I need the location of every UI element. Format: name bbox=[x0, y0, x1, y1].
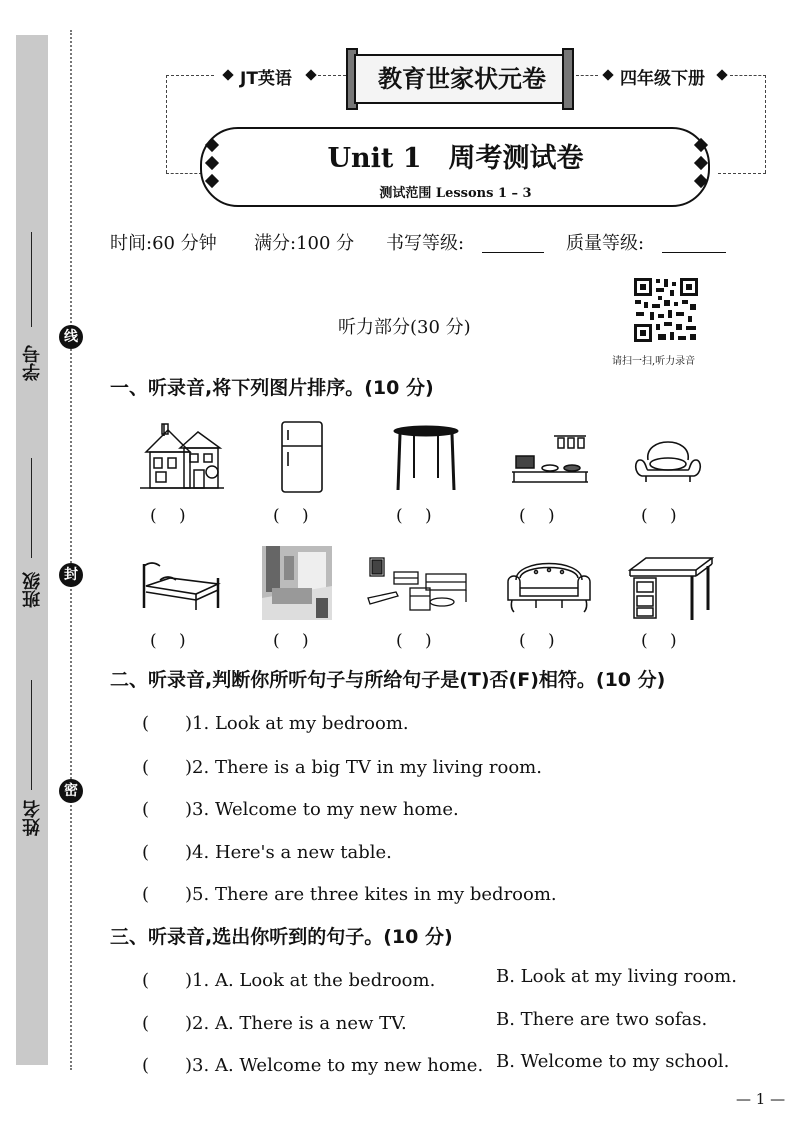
cut-line bbox=[70, 30, 72, 1070]
desk-icon bbox=[628, 556, 714, 622]
quality-grade-blank[interactable] bbox=[662, 252, 726, 253]
seal-mark-line: 线 bbox=[59, 325, 83, 349]
student-id-blank[interactable] bbox=[31, 232, 32, 327]
answer-slot[interactable]: ( ) bbox=[150, 506, 186, 526]
banner-title: 教育世家状元卷 bbox=[354, 54, 570, 104]
name-label: 姓名 bbox=[22, 800, 43, 836]
time-info: 时间:60 分钟 bbox=[110, 233, 217, 254]
room-photo-icon bbox=[262, 546, 332, 620]
header-dash bbox=[576, 75, 598, 76]
tf-question-4: ( )4. Here's a new table. bbox=[142, 842, 392, 863]
header-dash bbox=[718, 173, 766, 174]
section2-heading: 二、听录音,判断你所听句子与所给句子是(T)否(F)相符。(10 分) bbox=[110, 669, 666, 691]
choice-question-1-a: ( )1. A. Look at the bedroom. bbox=[142, 970, 436, 991]
class-label: 班级 bbox=[22, 572, 43, 608]
class-blank[interactable] bbox=[31, 458, 32, 558]
page-title: Unit 1 周考测试卷 bbox=[327, 143, 584, 174]
section1-heading: 一、听录音,将下列图片排序。(10 分) bbox=[110, 377, 434, 399]
writing-grade-label: 书写等级: bbox=[386, 233, 465, 254]
choice-question-1-b: B. Look at my living room. bbox=[496, 966, 737, 987]
writing-grade-blank[interactable] bbox=[482, 252, 544, 253]
binding-strip bbox=[16, 35, 48, 1065]
scroll-banner bbox=[346, 48, 574, 106]
quality-grade-label: 质量等级: bbox=[566, 233, 645, 254]
refrigerator-icon bbox=[280, 420, 324, 494]
header-dash bbox=[318, 75, 346, 76]
kitchen-icon bbox=[510, 430, 590, 490]
choice-question-2-a: ( )2. A. There is a new TV. bbox=[142, 1013, 407, 1034]
tf-question-1: ( )1. Look at my bedroom. bbox=[142, 713, 409, 734]
grade-tag: 四年级下册 bbox=[620, 69, 705, 89]
bed-icon bbox=[140, 556, 224, 612]
answer-slot[interactable]: ( ) bbox=[396, 506, 432, 526]
header-dash bbox=[765, 75, 766, 173]
choice-question-3-a: ( )3. A. Welcome to my new home. bbox=[142, 1055, 484, 1076]
sofa-icon bbox=[506, 552, 592, 616]
student-id-label: 学号 bbox=[22, 345, 43, 381]
answer-slot[interactable]: ( ) bbox=[150, 631, 186, 651]
tf-question-5: ( )5. There are three kites in my bedroom. bbox=[142, 884, 557, 905]
answer-slot[interactable]: ( ) bbox=[641, 631, 677, 651]
header-dash bbox=[166, 173, 202, 174]
choice-question-2-b: B. There are two sofas. bbox=[496, 1009, 708, 1030]
answer-slot[interactable]: ( ) bbox=[519, 631, 555, 651]
seal-mark-secret: 密 bbox=[59, 779, 83, 803]
header-dash bbox=[730, 75, 766, 76]
diamond-icon bbox=[305, 69, 316, 80]
answer-slot[interactable]: ( ) bbox=[519, 506, 555, 526]
house-icon bbox=[140, 422, 224, 492]
living-room-icon bbox=[366, 552, 474, 618]
answer-slot[interactable]: ( ) bbox=[396, 631, 432, 651]
tf-question-3: ( )3. Welcome to my new home. bbox=[142, 799, 459, 820]
round-table-icon bbox=[392, 424, 460, 492]
listening-title: 听力部分(30 分) bbox=[338, 317, 471, 338]
section3-heading: 三、听录音,选出你听到的句子。(10 分) bbox=[110, 926, 453, 948]
publisher-tag: JT英语 bbox=[240, 69, 292, 89]
answer-slot[interactable]: ( ) bbox=[641, 506, 677, 526]
answer-slot[interactable]: ( ) bbox=[273, 506, 309, 526]
diamond-icon bbox=[716, 69, 727, 80]
choice-question-3-b: B. Welcome to my school. bbox=[496, 1051, 730, 1072]
armchair-icon bbox=[634, 430, 702, 486]
header-dash bbox=[166, 75, 214, 76]
header-dash bbox=[166, 75, 167, 173]
name-blank[interactable] bbox=[31, 680, 32, 790]
diamond-icon bbox=[602, 69, 613, 80]
full-score-info: 满分:100 分 bbox=[254, 233, 355, 254]
page-number: — 1 — bbox=[736, 1090, 786, 1108]
qr-code-icon[interactable] bbox=[632, 276, 700, 344]
tf-question-2: ( )2. There is a big TV in my living room. bbox=[142, 757, 542, 778]
seal-mark-seal: 封 bbox=[59, 563, 83, 587]
scroll-rod bbox=[562, 48, 574, 110]
answer-slot[interactable]: ( ) bbox=[273, 631, 309, 651]
diamond-icon bbox=[222, 69, 233, 80]
test-range: 测试范围 Lessons 1 – 3 bbox=[379, 186, 532, 201]
qr-caption: 请扫一扫,听力录音 bbox=[612, 356, 696, 367]
